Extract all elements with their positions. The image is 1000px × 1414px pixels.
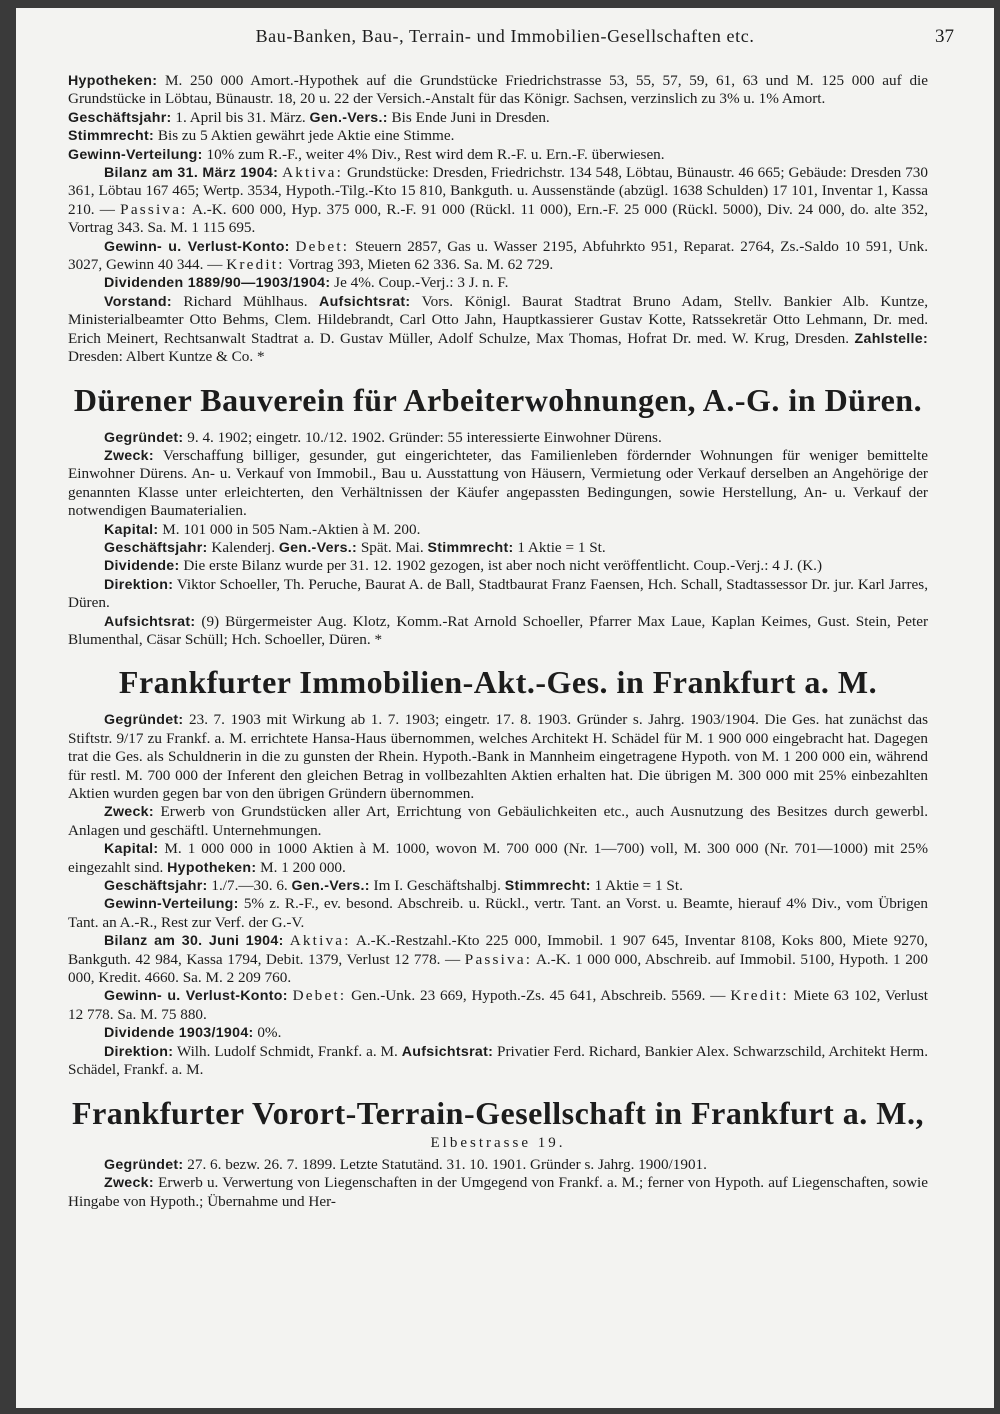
paragraph-bilanz: Bilanz am 31. März 1904: Aktiva: Grundstücke: Dresden, Friedrichstr. 134 548, Löbtau, Bünaustr. 46 665; Gebäude: Dresden 730 361, Löbtau 167 465; Wertp. 3534, Hypoth.-Tilg.-Kto 15 810, Bankguth. u. Aussenstände (abzügl. 1638 Schulden) 17 101, Inventar 1, Kassa 210. — Passiva: A.-K. 600 000, Hyp. 375 000, R.-F. 91 000 (Rückl. 11 000), Ern.-F. 25 000 (Rückl. 5000), Div. 24 000, do. alte 352, Vortrag 343. Sa. M. 1 115 695.	[68, 164, 929, 237]
paragraph-kapital: Kapital: M. 101 000 in 505 Nam.-Aktien à M. 200.	[104, 520, 421, 538]
document-page	[16, 8, 994, 1408]
paragraph-vorstand: Vorstand: Richard Mühlhaus. Aufsichtsrat: Vors. Königl. Baurat Stadtrat Bruno Adam, Stellv. Bankier Alb. Kuntze, Ministerialbeamter Otto Behms, Clem. Hildebrandt, Carl Otto Jahn, Hauptkassierer Gustav Kotte, Ratssekretär Otto Lehmann, Dr. med. Erich Meinert, Rechtsanwalt Stadtrat a. D. Gustav Müller, Adolf Schulze, Max Thomas, Hofrat Dr. med. W. Krug, Dresden. Zahlstelle: Dresden: Albert Kuntze & Co. *	[68, 292, 929, 366]
paragraph-zweck: Zweck: Erwerb von Grundstücken aller Art, Errichtung von Gebäulichkeiten etc., auch Ausnutzung des Besitzes durch gewerbl. Anlagen und geschäftl. Unternehmungen.	[68, 803, 928, 839]
paragraph-kapital: Kapital: M. 1 000 000 in 1000 Aktien à M. 1000, wovon M. 700 000 (Nr. 1—700) voll, M. 300 000 (Nr. 701—1000) mit 25% eingezahlt sind. Hypotheken: M. 1 200 000.	[68, 840, 929, 876]
entry-continuation	[68, 72, 928, 367]
paragraph-dividende: Dividende 1903/1904: 0%.	[104, 1024, 282, 1042]
paragraph-zweck: Zweck: Erwerb u. Verwertung von Liegenschaften in der Umgegend von Frankf. a. M.; ferner von Hypoth. auf Liegenschaften, sowie Hingabe von Hypoth.; Übernahme und Her-	[68, 1174, 929, 1210]
paragraph-gegruendet: Gegründet: 23. 7. 1903 mit Wirkung ab 1. 7. 1903; eingetr. 17. 8. 1903. Gründer s. Jahrg. 1903/1904. Die Ges. hat zunächst das Stiftstr. 9/17 zu Frankf. a. M. errichtete Hansa-Haus übernommen, welches Architekt H. Schädel für M. 1 900 000 eingebracht hat. Dagegen trat die Ges. als Schuldnerin in die zu gunsten der Rhein. Hypoth.-Bank in Mannheim eingetragene Hypoth. von M. 1 200 000 ein, während für restl. M. 700 000 der Inferent den gleichen Betrag in vollbezahlten Aktien erhalten hat. Die übrigen M. 300 000 mit 25% einbezahlten Aktien wurden gegen bar von den übrigen Gründern übernommen.	[68, 711, 929, 802]
company-title: Dürener Bauverein für Arbeiterwohnungen, A.-G. in Düren.	[73, 381, 923, 418]
paragraph-dividenden: Dividenden 1889/90—1903/1904: Je 4%. Coup.-Verj.: 3 J. n. F.	[104, 274, 509, 292]
page-header	[16, 26, 994, 56]
running-head: Bau-Banken, Bau-, Terrain- und Immobilien-Gesellschaften etc.	[255, 26, 755, 46]
paragraph-direktion: Direktion: Viktor Schoeller, Th. Peruche, Baurat A. de Ball, Stadtbaurat Franz Faensen, Hch. Schall, Stadtassessor Dr. jur. Karl Jarres, Düren.	[68, 575, 928, 612]
paragraph-geschaeftsjahr: Geschäftsjahr: 1./7.—30. 6. Gen.-Vers.: Im I. Geschäftshalbj. Stimmrecht: 1 Aktie = 1 St.	[104, 877, 683, 895]
paragraph-gewinn-verlust: Gewinn- u. Verlust-Konto: Debet: Steuern 2857, Gas u. Wasser 2195, Abfuhrkto 951, Reparat. 2764, Zs.-Saldo 10 591, Unk. 3027, Gewinn 40 344. — Kredit: Vortrag 393, Mieten 62 336. Sa. M. 62 729.	[68, 237, 929, 274]
page-number: 37	[935, 26, 954, 47]
paragraph-hypotheken: Hypotheken: M. 250 000 Amort.-Hypothek auf die Grundstücke Friedrichstrasse 53, 55, 57, 59, 61, 63 und M. 125 000 auf die Grundstücke in Löbtau, Bünaustr. 18, 20 u. 22 der Versich.-Anstalt für das Königr. Sachsen, verzinslich zu 3% u. 1% Amort.	[68, 72, 929, 108]
entry-frankfurt-vorort	[68, 1094, 928, 1212]
company-title: Frankfurter Immobilien-Akt.-Ges. in Frankfurt a. M.	[118, 664, 878, 701]
paragraph-dividende: Dividende: Die erste Bilanz wurde per 31. 12. 1902 gezogen, ist aber noch nicht veröffentlicht. Coup.-Verj.: 4 J. (K.)	[104, 557, 823, 575]
paragraph-gewinn-verteilung: Gewinn-Verteilung: 10% zum R.-F., weiter 4% Div., Rest wird dem R.-F. u. Ern.-F. überwiesen.	[68, 145, 665, 163]
paragraph-zweck: Zweck: Verschaffung billiger, gesunder, gut eingerichteter, das Familienleben fördernder Wohnungen für weniger bemittelte Einwohner Dürens. An- u. Verkauf von Immobil., Bau u. Ausstattung von Häusern, Vermietung oder Verkauf derselben an Angehörige der genannten Klasse unter erleichterten, den Verhältnissen der Käufer angepassten Bedingungen, sowie Herstellung, An- u. Verkauf der notwendigen Baumaterialien.	[68, 446, 928, 520]
company-address: Elbestrasse 19.	[430, 1134, 566, 1151]
paragraph-gewinn-verteilung: Gewinn-Verteilung: 5% z. R.-F., ev. besond. Abschreib. u. Rückl., vertr. Tant. an Vorst. u. Beamte, hierauf 4% Div., vom Übrigen Tant. an A.-R., Rest zur Verf. der G.-V.	[68, 895, 928, 931]
paragraph-geschaeftsjahr: Geschäftsjahr: 1. April bis 31. März. Gen.-Vers.: Bis Ende Juni in Dresden.	[68, 108, 550, 126]
entry-frankfurt-immobilien	[68, 663, 928, 1079]
paragraph-geschaeftsjahr: Geschäftsjahr: Kalenderj. Gen.-Vers.: Spät. Mai. Stimmrecht: 1 Aktie = 1 St.	[104, 538, 606, 556]
paragraph-aufsichtsrat: Aufsichtsrat: (9) Bürgermeister Aug. Klotz, Komm.-Rat Arnold Schoeller, Pfarrer Max Laue, Kaplan Keimes, Gust. Stein, Peter Blumenthal, Cäsar Schüll; Hch. Schoeller, Düren. *	[68, 612, 929, 648]
paragraph-direktion: Direktion: Wilh. Ludolf Schmidt, Frankf. a. M. Aufsichtsrat: Privatier Ferd. Richard, Bankier Alex. Schwarzschild, Architekt Herm. Schädel, Frankf. a. M.	[68, 1042, 928, 1079]
paragraph-bilanz: Bilanz am 30. Juni 1904: Aktiva: A.-K.-Restzahl.-Kto 225 000, Immobil. 1 907 645, Inventar 8108, Koks 800, Miete 9270, Bankguth. 42 984, Kassa 1794, Debit. 1379, Verlust 12 778. — Passiva: A.-K. 1 000 000, Abschreib. auf Immobil. 5100, Hypoth. 1 200 000, Kredit. 4660. Sa. M. 2 209 760.	[68, 932, 928, 987]
paragraph-gewinn-verlust: Gewinn- u. Verlust-Konto: Debet: Gen.-Unk. 23 669, Hypoth.-Zs. 45 641, Abschreib. 5569. — Kredit: Miete 63 102, Verlust 12 778. Sa. M. 75 880.	[68, 987, 929, 1023]
entry-dueren	[68, 381, 928, 650]
company-title: Frankfurter Vorort-Terrain-Gesellschaft in Frankfurt a. M.,	[72, 1094, 924, 1131]
paragraph-stimmrecht: Stimmrecht: Bis zu 5 Aktien gewährt jede Aktie eine Stimme.	[68, 127, 455, 145]
paragraph-gegruendet: Gegründet: 9. 4. 1902; eingetr. 10./12. 1902. Gründer: 55 interessierte Einwohner Dürens.	[104, 428, 662, 446]
paragraph-gegruendet: Gegründet: 27. 6. bezw. 26. 7. 1899. Letzte Statutänd. 31. 10. 1901. Gründer s. Jahrg. 1900/1901.	[104, 1155, 707, 1173]
page-content	[68, 72, 928, 1211]
